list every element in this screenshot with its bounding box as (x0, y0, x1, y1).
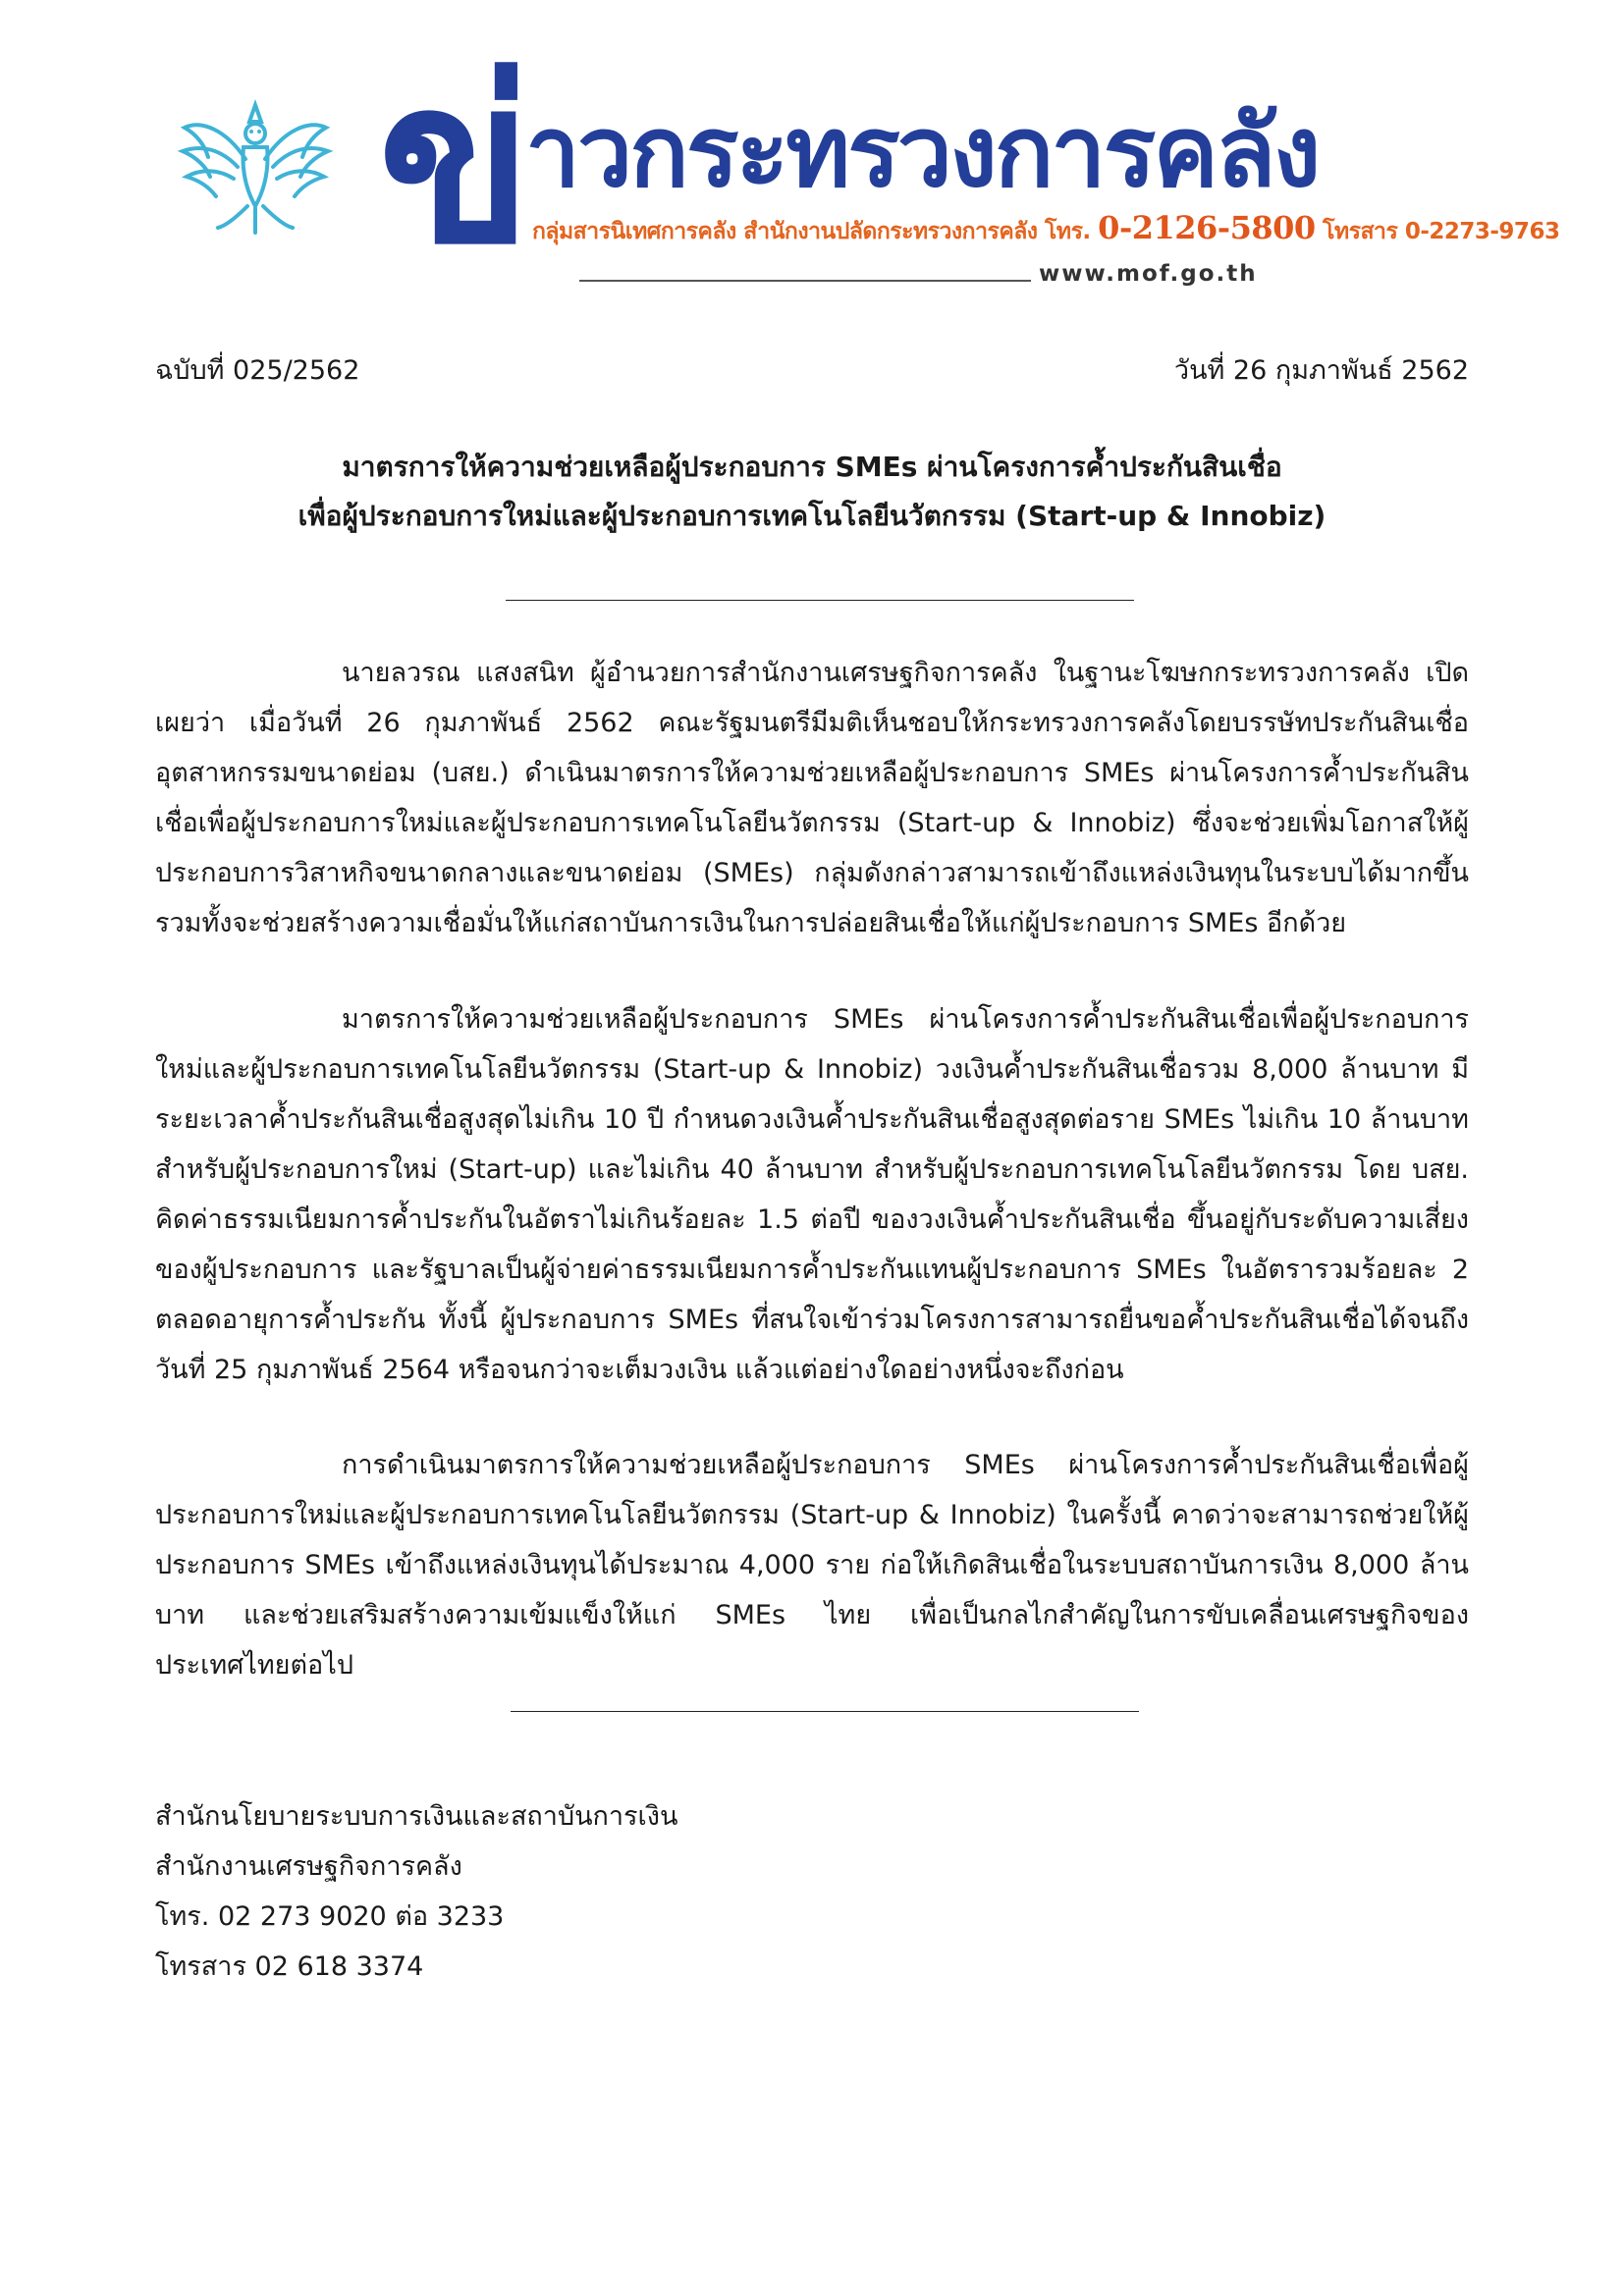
masthead-phone: 0-2126-5800 (1098, 209, 1316, 246)
masthead-title: าวกระทรวงการคลัง (525, 94, 1319, 209)
body-paragraph-2: มาตรการให้ความช่วยเหลือผู้ประกอบการ SMEs ผ่านโครงการค้ำประกันสินเชื่อเพื่อผู้ประกอบการใหม่และผู้ประกอบการเทคโนโลยีนวัตกรรม (Start-up & Innobiz) วงเงินค้ำประกันสินเชื่อรวม 8,000 ล้านบาท มีระยะเวลาค้ำประกันสินเชื่อสูงสุดไม่เกิน 10 ปี กำหนดวงเงินค้ำประกันสินเชื่อสูงสุดต่อราย SMEs ไม่เกิน 10 ล้านบาท สำหรับผู้ประกอบการใหม่ (Start-up) และไม่เกิน 40 ล้านบาท สำหรับผู้ประกอบการเทคโนโลยีนวัตกรรม โดย บสย. คิดค่าธรรมเนียมการค้ำประกันในอัตราไม่เกินร้อยละ 1.5 ต่อปี ของวงเงินค้ำประกันสินเชื่อ ขึ้นอยู่กับระดับความเสี่ยงของผู้ประกอบการ และรัฐบาลเป็นผู้จ่ายค่าธรรมเนียมการค้ำประกันแทนผู้ประกอบการ SMEs ในอัตรารวมร้อยละ 2 ตลอดอายุการค้ำประกัน ทั้งนี้ ผู้ประกอบการ SMEs ที่สนใจเข้าร่วมโครงการสามารถยื่นขอค้ำประกันสินเชื่อได้จนถึงวันที่ 25 กุมภาพันธ์ 2564 หรือจนกว่าจะเต็มวงเงิน แล้วแต่อย่างใดอย่างหนึ่งจะถึงก่อน (155, 1004, 1469, 1385)
masthead-divider (579, 280, 1031, 282)
masthead-contact (532, 211, 1559, 248)
issue-number: ฉบับที่ 025/2562 (155, 355, 360, 386)
title-divider (506, 600, 1134, 601)
footer-fax: โทรสาร 02 618 3374 (155, 1951, 424, 1982)
body-paragraph-3: การดำเนินมาตรการให้ความช่วยเหลือผู้ประกอบการ SMEs ผ่านโครงการค้ำประกันสินเชื่อเพื่อผู้ประกอบการใหม่และผู้ประกอบการเทคโนโลยีนวัตกรรม (Start-up & Innobiz) ในครั้งนี้ คาดว่าจะสามารถช่วยให้ผู้ประกอบการ SMEs เข้าถึงแหล่งเงินทุนได้ประมาณ 4,000 ราย ก่อให้เกิดสินเชื่อในระบบสถาบันการเงิน 8,000 ล้านบาท และช่วยเสริมสร้างความเข้มแข็งให้แก่ SMEs ไทย เพื่อเป็นกลไกสำคัญในการขับเคลื่อนเศรษฐกิจของประเทศไทยต่อไป (155, 1450, 1469, 1681)
footer-agency: สำนักงานเศรษฐกิจการคลัง (155, 1851, 462, 1882)
garuda-emblem-icon (177, 90, 334, 238)
masthead-website: www.mof.go.th (1039, 261, 1258, 287)
contact-footer (155, 1791, 677, 1992)
issue-date: วันที่ 26 กุมภาพันธ์ 2562 (1173, 355, 1469, 386)
document-title-line2: เพื่อผู้ประกอบการใหม่และผู้ประกอบการเทคโนโลยีนวัตกรรม (Start-up & Innobiz) (298, 500, 1326, 532)
document-title-line1: มาตรการให้ความช่วยเหลือผู้ประกอบการ SMEs ผ่านโครงการค้ำประกันสินเชื่อ (342, 451, 1282, 483)
masthead-fax: โทรสาร 0-2273-9763 (1323, 219, 1560, 244)
masthead (177, 32, 1560, 294)
masthead-big-glyph: ข่ (378, 32, 529, 294)
footer-phone: โทร. 02 273 9020 ต่อ 3233 (155, 1901, 505, 1932)
body-paragraph-1: นายลวรณ แสงสนิท ผู้อำนวยการสำนักงานเศรษฐกิจการคลัง ในฐานะโฆษกกระทรวงการคลัง เปิดเผยว่า เมื่อวันที่ 26 กุมภาพันธ์ 2562 คณะรัฐมนตรีมีมติเห็นชอบให้กระทรวงการคลังโดยบรรษัทประกันสินเชื่ออุตสาหกรรมขนาดย่อม (บสย.) ดำเนินมาตรการให้ความช่วยเหลือผู้ประกอบการ SMEs ผ่านโครงการค้ำประกันสินเชื่อเพื่อผู้ประกอบการใหม่และผู้ประกอบการเทคโนโลยีนวัตกรรม (Start-up & Innobiz) ซึ่งจะช่วยเพิ่มโอกาสให้ผู้ประกอบการวิสาหกิจขนาดกลางและขนาดย่อม (SMEs) กลุ่มดังกล่าวสามารถเข้าถึงแหล่งเงินทุนในระบบได้มากขึ้น รวมทั้งจะช่วยสร้างความเชื่อมั่นให้แก่สถาบันการเงินในการปล่อยสินเชื่อให้แก่ผู้ประกอบการ SMEs อีกด้วย (155, 658, 1469, 938)
footer-office: สำนักนโยบายระบบการเงินและสถาบันการเงิน (155, 1801, 678, 1832)
masthead-contact-prefix: กลุ่มสารนิเทศการคลัง สำนักงานปลัดกระทรวงการคลัง โทร. (532, 219, 1091, 244)
body-end-divider (511, 1711, 1139, 1712)
